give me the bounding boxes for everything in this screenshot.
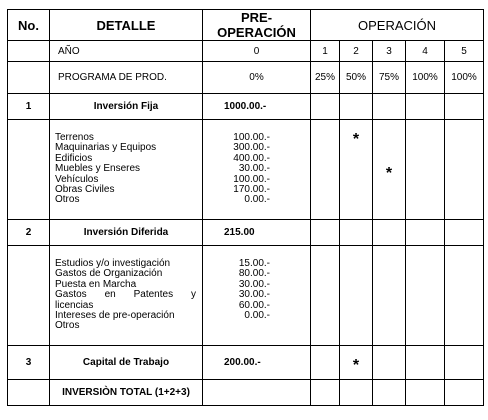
- cell: [373, 380, 406, 406]
- value-item: 80.00.-: [238, 268, 270, 280]
- value-item: 30.00.-: [238, 278, 270, 290]
- cell: [373, 246, 406, 346]
- cell: [445, 220, 484, 246]
- value-item: 15.00.-: [238, 258, 270, 269]
- investment-table: [7, 9, 484, 406]
- cell: [340, 120, 373, 220]
- list-item: Terrenos: [55, 132, 94, 143]
- section1-items: [50, 120, 203, 220]
- cell: [406, 346, 445, 380]
- list-item: Maquinarias y Equipos: [55, 142, 157, 154]
- list-item: licencias: [55, 299, 94, 311]
- programa-pct-1: 25%: [311, 62, 340, 94]
- cell: [311, 220, 340, 246]
- word: Gastos: [55, 289, 87, 301]
- section1-items-no: [8, 120, 50, 220]
- list-item: Gastos de Organización: [55, 268, 163, 280]
- list-item: Intereses de pre-operación: [55, 310, 175, 322]
- word: en: [104, 289, 116, 301]
- list-item: Estudios y/o investigación: [55, 258, 171, 269]
- mark-asterisk: *: [385, 165, 393, 182]
- section2-title: Inversión Diferida: [50, 220, 203, 246]
- value-item: 300.00.-: [233, 142, 270, 154]
- value-item: 100.00.-: [233, 173, 270, 185]
- year-1: 1: [311, 41, 340, 62]
- section2-no: 2: [8, 220, 50, 246]
- value-item: 30.00.-: [238, 289, 270, 301]
- year-row-pre: 0: [203, 41, 311, 62]
- cell: [445, 94, 484, 120]
- cell: [406, 246, 445, 346]
- list-item: Edificios: [55, 152, 93, 164]
- programa-row-pre: 0%: [203, 62, 311, 94]
- cell: [373, 94, 406, 120]
- section1-values: [203, 120, 311, 220]
- list-item: Otros: [55, 194, 80, 206]
- cell: [311, 120, 340, 220]
- year-5: 5: [445, 41, 484, 62]
- header-pre-operacion: PRE-OPERACIÓN: [203, 10, 311, 41]
- value-item: 30.00.-: [238, 163, 270, 175]
- cell: [311, 246, 340, 346]
- cell: [445, 120, 484, 220]
- year-2: 2: [340, 41, 373, 62]
- programa-pct-2: 50%: [340, 62, 373, 94]
- list-item: Otros: [55, 320, 80, 332]
- year-row-label: AÑO: [50, 41, 203, 62]
- mark-asterisk: *: [352, 356, 360, 374]
- cell: [406, 120, 445, 220]
- cell: [203, 380, 311, 406]
- cell: [373, 220, 406, 246]
- cell: [373, 346, 406, 380]
- list-item: Puesta en Marcha: [55, 278, 137, 290]
- total-row-label: INVERSIÒN TOTAL (1+2+3): [50, 380, 203, 406]
- section3-total: 200.00.-: [203, 346, 311, 380]
- programa-row-label: PROGRAMA DE PROD.: [50, 62, 203, 94]
- cell: [445, 346, 484, 380]
- value-item: 0.00.-: [244, 310, 270, 322]
- section3-no: 3: [8, 346, 50, 380]
- header-detalle: DETALLE: [50, 10, 203, 41]
- programa-pct-3: 75%: [373, 62, 406, 94]
- cell: [340, 246, 373, 346]
- section3-title: Capital de Trabajo: [50, 346, 203, 380]
- year-3: 3: [373, 41, 406, 62]
- programa-row-no: [8, 62, 50, 94]
- word: y: [190, 289, 196, 301]
- section1-total: 1000.00.-: [203, 94, 311, 120]
- programa-pct-5: 100%: [445, 62, 484, 94]
- section2-items: [50, 246, 203, 346]
- list-item: Vehículos: [55, 173, 99, 185]
- section2-total: 215.00: [203, 220, 311, 246]
- programa-pct-4: 100%: [406, 62, 445, 94]
- mark-asterisk: *: [352, 131, 360, 148]
- cell: [406, 220, 445, 246]
- year-row-no: [8, 41, 50, 62]
- word: Patentes: [133, 289, 174, 301]
- list-item: Muebles y Enseres: [55, 163, 141, 175]
- year-4: 4: [406, 41, 445, 62]
- cell: [340, 346, 373, 380]
- header-no: No.: [8, 10, 50, 41]
- section2-values: [203, 246, 311, 346]
- cell: [445, 246, 484, 346]
- list-item: Obras Civiles: [55, 184, 115, 196]
- value-item: 60.00.-: [238, 299, 270, 311]
- value-item: 170.00.-: [233, 184, 270, 196]
- cell: [311, 94, 340, 120]
- cell: [445, 380, 484, 406]
- value-item: 0.00.-: [244, 194, 270, 206]
- cell: [311, 380, 340, 406]
- section2-items-no: [8, 246, 50, 346]
- cell: [406, 380, 445, 406]
- header-operacion: OPERACIÓN: [311, 10, 484, 41]
- value-item: 100.00.-: [233, 132, 270, 143]
- cell: [311, 346, 340, 380]
- cell: [406, 94, 445, 120]
- total-row-no: [8, 380, 50, 406]
- section1-title: Inversión Fija: [50, 94, 203, 120]
- cell: [340, 94, 373, 120]
- value-item: 400.00.-: [233, 152, 270, 164]
- cell: [340, 220, 373, 246]
- section1-no: 1: [8, 94, 50, 120]
- cell: [373, 120, 406, 220]
- cell: [340, 380, 373, 406]
